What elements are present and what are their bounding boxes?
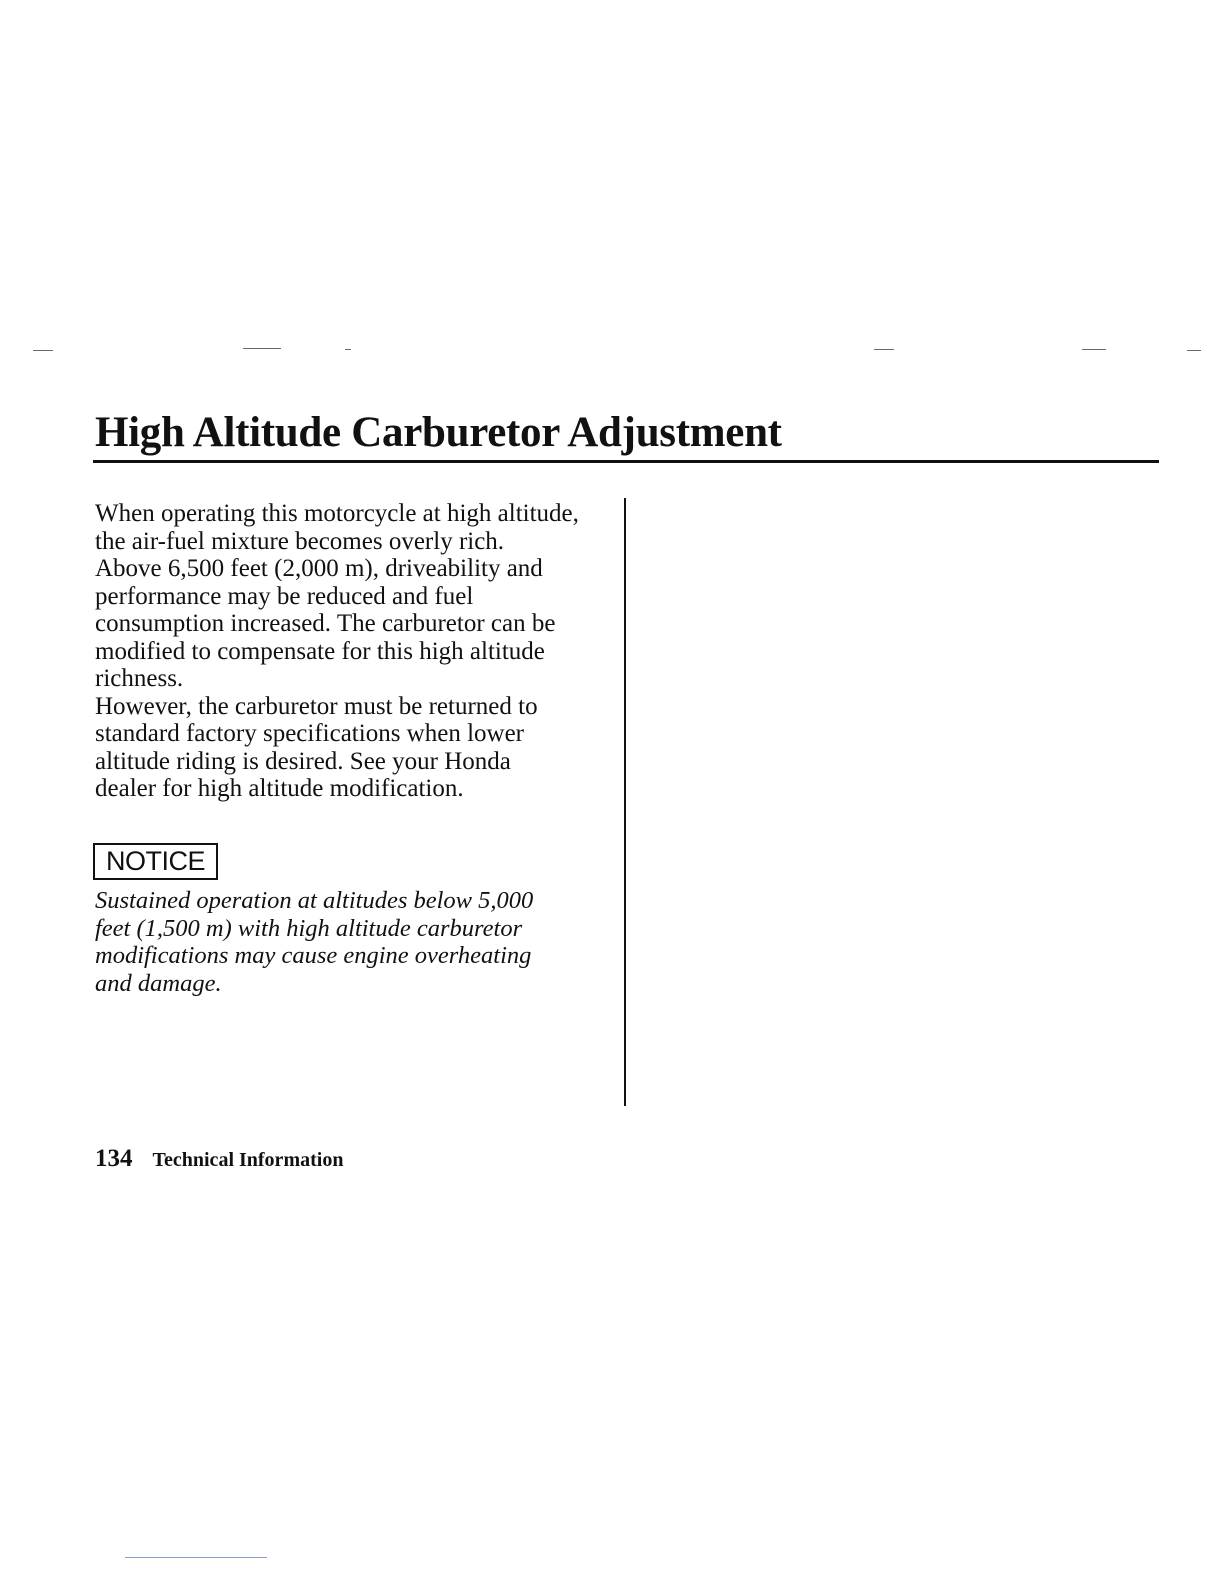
scan-mark: [1082, 349, 1106, 350]
body-line: However, the carburetor must be returned to: [95, 692, 538, 720]
scan-mark: [1187, 350, 1201, 351]
body-line: modified to compensate for this high altitude: [95, 637, 545, 665]
notice-line: Sustained operation at altitudes below 5,000: [95, 887, 534, 914]
body-text: [95, 500, 620, 803]
scan-mark: [345, 349, 351, 350]
page-footer: [95, 1145, 343, 1173]
column-divider: [624, 498, 626, 1106]
footer-section-name: Technical Information: [152, 1149, 344, 1171]
scan-mark: [874, 349, 894, 350]
page-title: High Altitude Carburetor Adjustment: [95, 409, 782, 456]
notice-line: modifications may cause engine overheating: [95, 942, 532, 969]
title-rule: [93, 460, 1159, 463]
body-line: standard factory specifications when lower: [95, 720, 525, 747]
body-line: dealer for high altitude modification.: [95, 775, 464, 802]
notice-label: NOTICE: [93, 843, 218, 880]
body-line: Above 6,500 feet (2,000 m), driveability and: [95, 555, 543, 582]
notice-text: [95, 887, 620, 997]
scan-edge-line: [125, 1557, 267, 1558]
notice-line: and damage.: [95, 969, 222, 997]
body-line: altitude riding is desired. See your Honda: [95, 747, 511, 775]
page-number: 134: [95, 1145, 133, 1172]
body-line: When operating this motorcycle at high altitude,: [95, 500, 579, 527]
scan-mark: [33, 350, 53, 351]
scan-mark: [243, 348, 281, 349]
body-line: richness.: [95, 665, 184, 692]
body-line: the air-fuel mixture becomes overly rich.: [95, 527, 505, 555]
notice-line: feet (1,500 m) with high altitude carburetor: [95, 914, 523, 942]
body-line: performance may be reduced and fuel: [95, 582, 474, 610]
body-line: consumption increased. The carburetor can be: [95, 610, 556, 637]
